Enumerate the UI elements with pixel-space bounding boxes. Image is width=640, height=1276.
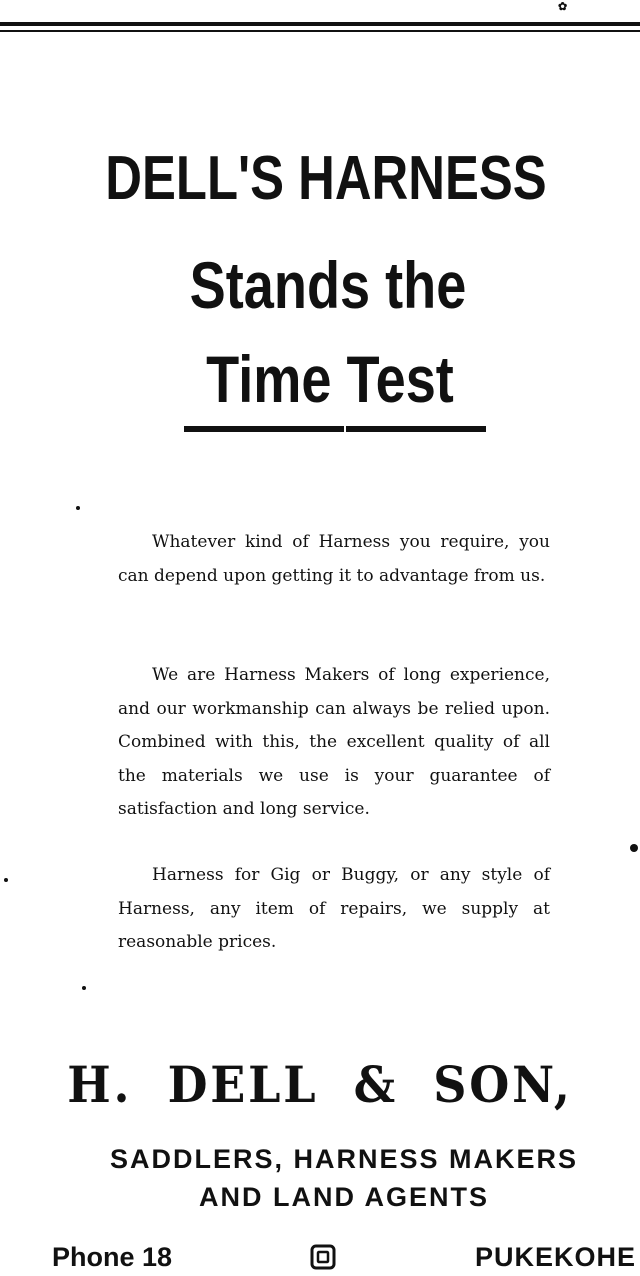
phone-number: Phone 18 [52,1242,173,1272]
printer-ornament-icon [310,1244,336,1270]
firm-name: H. DELL & SON, [67,1055,573,1114]
body-paragraph [118,859,550,960]
trade-description-line-1: SADDLERS, HARNESS MAKERS [109,1144,579,1174]
headline-underline-right [346,426,486,432]
top-border-rule-thin [0,30,640,32]
print-speck [4,878,8,882]
corner-ornament-icon: ✿ [558,0,568,13]
print-speck [630,844,638,852]
town-name: PUKEKOHE [474,1242,636,1272]
paragraph-text: Harness for Gig or Buggy, or any style of Harness, any item of repairs, we supply at reasonable prices. [118,865,550,952]
footer-bar [0,1242,640,1276]
headline-subtitle-2: Time Test [206,342,454,416]
trade-description-line-2: AND LAND AGENTS [199,1182,489,1212]
body-paragraph [118,659,550,827]
headline-underline-left [184,426,344,432]
paragraph-text: Whatever kind of Harness you require, you can depend upon getting it to advantage from us. [118,532,550,586]
print-speck [82,986,86,990]
headline-subtitle-1: Stands the [189,248,467,322]
body-paragraph [118,526,550,593]
paragraph-text: We are Harness Makers of long experience, and our workmanship can always be relied upon. Combined with this, the excellent quality of all the materials we use is your guarantee of satisfaction and long service. [118,665,550,819]
print-speck [76,506,80,510]
top-border-rule [0,22,640,26]
headline-title: DELL'S HARNESS [105,144,547,213]
